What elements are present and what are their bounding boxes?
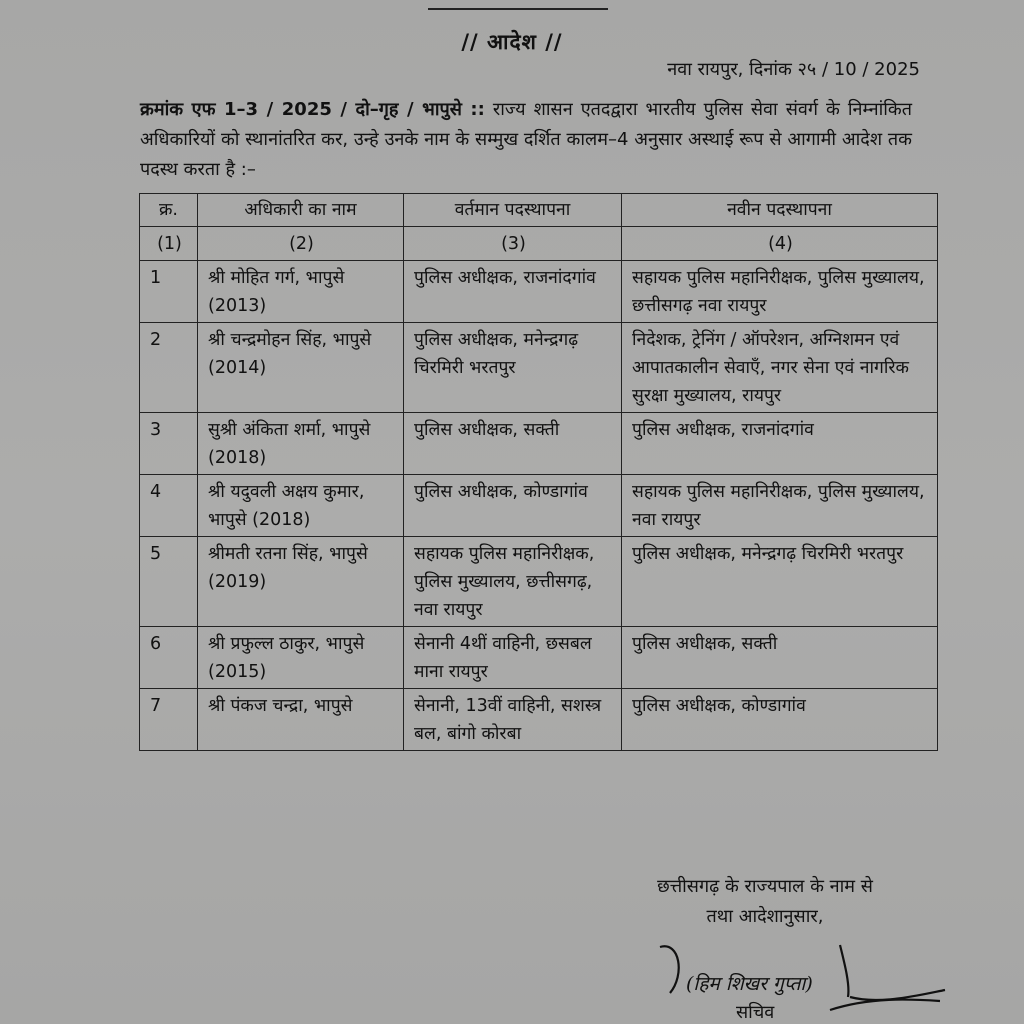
serial-number: 5: [140, 537, 198, 627]
new-posting: सहायक पुलिस महानिरीक्षक, पुलिस मुख्यालय, नवा रायपुर: [622, 475, 938, 537]
col-number: (1): [140, 227, 198, 261]
officer-name: श्री यदुवली अक्षय कुमार, भापुसे (2018): [198, 475, 404, 537]
officer-name: श्री प्रफुल्ल ठाकुर, भापुसे (2015): [198, 627, 404, 689]
order-number: क्रमांक एफ 1–3 / 2025 / दो–गृह / भापुसे ::: [140, 99, 485, 120]
officer-name: श्री मोहित गर्ग, भापुसे (2013): [198, 261, 404, 323]
top-rule: [428, 8, 608, 10]
column-number-row: [140, 227, 938, 261]
new-posting: पुलिस अधीक्षक, सक्ती: [622, 627, 938, 689]
signatory-name: (हिम शिखर गुप्ता): [686, 973, 813, 995]
header-officer-name: अधिकारी का नाम: [198, 194, 404, 227]
new-posting: पुलिस अधीक्षक, मनेन्द्रगढ़ चिरमिरी भरतपुर: [622, 537, 938, 627]
new-posting: पुलिस अधीक्षक, राजनांदगांव: [622, 413, 938, 475]
closing-line-1: छत्तीसगढ़ के राज्यपाल के नाम से: [657, 876, 873, 897]
current-posting: सहायक पुलिस महानिरीक्षक, पुलिस मुख्यालय, छत्तीसगढ़, नवा रायपुर: [404, 537, 622, 627]
officer-name: श्रीमती रतना सिंह, भापुसे (2019): [198, 537, 404, 627]
new-posting: निदेशक, ट्रेनिंग / ऑपरेशन, अग्निशमन एवं आपातकालीन सेवाएँ, नगर सेना एवं नागरिक सुरक्षा मुख्यालय, रायपुर: [622, 323, 938, 413]
header-current-posting: वर्तमान पदस्थापना: [404, 194, 622, 227]
col-number: (3): [404, 227, 622, 261]
new-posting: सहायक पुलिस महानिरीक्षक, पुलिस मुख्यालय, छत्तीसगढ़ नवा रायपुर: [622, 261, 938, 323]
order-body: राज्य शासन एतदद्वारा भारतीय पुलिस सेवा संवर्ग के निम्नांकित अधिकारियों को स्थानांतरित कर, उन्हे उनके नाम के सम्मुख दर्शित कालम–4 अनुसार अस्थाई रूप से आगामी आदेश तक पदस्थ करता है :–: [140, 99, 912, 180]
officer-name: श्री चन्द्रमोहन सिंह, भापुसे (2014): [198, 323, 404, 413]
serial-number: 4: [140, 475, 198, 537]
serial-number: 2: [140, 323, 198, 413]
current-posting: सेनानी, 13वीं वाहिनी, सशस्त्र बल, बांगो कोरबा: [404, 689, 622, 751]
table-row: [140, 627, 938, 689]
table-header-row: [140, 194, 938, 227]
serial-number: 7: [140, 689, 198, 751]
current-posting: पुलिस अधीक्षक, कोण्डागांव: [404, 475, 622, 537]
serial-number: 6: [140, 627, 198, 689]
table-row: [140, 323, 938, 413]
transfer-table: [139, 193, 938, 751]
closing-block: [600, 872, 930, 932]
closing-line-2: तथा आदेशानुसार,: [706, 906, 824, 927]
current-posting: सेनानी 4थीं वाहिनी, छसबल माना रायपुर: [404, 627, 622, 689]
place-date: नवा रायपुर, दिनांक २५ / 10 / 2025: [667, 59, 920, 80]
serial-number: 1: [140, 261, 198, 323]
current-posting: पुलिस अधीक्षक, राजनांदगांव: [404, 261, 622, 323]
col-number: (2): [198, 227, 404, 261]
current-posting: पुलिस अधीक्षक, सक्ती: [404, 413, 622, 475]
table-row: [140, 689, 938, 751]
signatory-designation: सचिव: [736, 1002, 775, 1023]
header-sno: क्र.: [140, 194, 198, 227]
new-posting: पुलिस अधीक्षक, कोण्डागांव: [622, 689, 938, 751]
table-row: [140, 537, 938, 627]
table-row: [140, 261, 938, 323]
serial-number: 3: [140, 413, 198, 475]
col-number: (4): [622, 227, 938, 261]
officer-name: सुश्री अंकिता शर्मा, भापुसे (2018): [198, 413, 404, 475]
table-row: [140, 475, 938, 537]
current-posting: पुलिस अधीक्षक, मनेन्द्रगढ़ चिरमिरी भरतपुर: [404, 323, 622, 413]
officer-name: श्री पंकज चन्द्रा, भापुसे: [198, 689, 404, 751]
header-new-posting: नवीन पदस्थापना: [622, 194, 938, 227]
table-row: [140, 413, 938, 475]
order-title: // आदेश //: [461, 30, 563, 54]
order-paragraph: [140, 95, 912, 185]
